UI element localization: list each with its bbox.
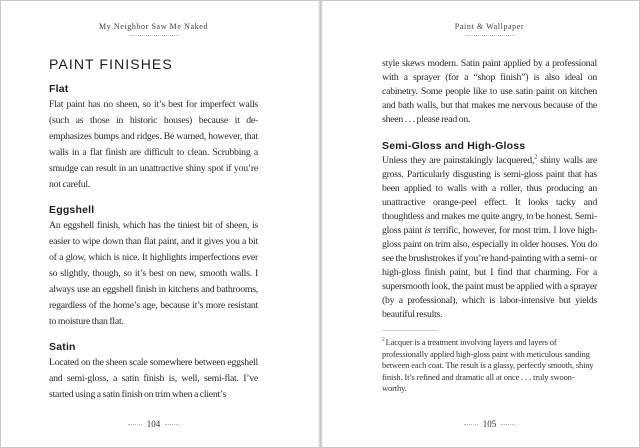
running-head-right: Paint & Wallpaper: [454, 22, 525, 31]
page-number-ornament: [165, 424, 179, 425]
section-body-eggshell: An eggshell finish, which has the tiniest bit of sheen, is easier to wipe down than flat paint, and it gives you a bit of a glow, which is nice. It highlights imperfections ever so slightly, though, so it’s best on new, smooth walls. I always use an eggshell finish in kitchens and bathrooms, regardless of the home’s age, because it’s more resistant to moisture than flat.: [49, 220, 258, 327]
page-number-right: 105: [382, 419, 597, 429]
chapter-title: PAINT FINISHES: [49, 56, 173, 72]
page-left: [1, 1, 320, 447]
page-number-ornament: [128, 424, 142, 425]
footnote-text: Lacquer is a treatment involving layers and layers of professionally applied high-gloss paint with meticulous sanding between each coat. The result is a glassy, perfectly smooth, shiny finish. It’s refined and dramatic all at once . . . truly swoon-worthy.: [382, 337, 594, 393]
section-heading-eggshell: Eggshell: [49, 204, 95, 216]
footnote-marker: 2: [382, 337, 385, 344]
section-heading-flat: Flat: [49, 83, 69, 95]
section-body-satin: Located on the sheen scale somewhere between eggshell and semi-gloss, a satin finish is, well, semi-flat. I’ve started using a satin finish on trim when a client’s: [49, 357, 258, 400]
section-heading-semi-gloss: Semi-Gloss and High-Gloss: [382, 140, 526, 152]
running-head-left: My Neighbor Saw Me Naked: [98, 22, 209, 31]
section-body-semi-gloss: Unless they are painstakingly lacquered,$^2$ shiny walls are gross. Particularly disgusting is semi-gloss paint that has been applied to walls with a roller, thus producing an unattractive orange-peel effect. It looks tacky and thoughtless and makes me quite angry, to be honest. Semi-gloss paint is terrific, however, for most trim. I love high-gloss paint on trim also, especially in older houses. You do see the brushstrokes if you’re hand-painting with a semi- or high-gloss finish paint, but I find that charming. For a supersmooth look, the paint must be applied with a sprayer (by a professional), which is labor-intensive but yields beautiful results.: [382, 153, 598, 320]
page-number-ornament: [501, 424, 515, 425]
page-right: [320, 1, 639, 447]
section-body-flat: Flat paint has no sheen, so it’s best for imperfect walls (such as those in historic houses) because it de-emphasizes bumps and ridges. Be warned, however, that walls in a flat finish are difficult to clean. Scrubbing a smudge can result in an unattractive shiny spot if you’re not careful.: [49, 99, 258, 190]
footnote-divider: [382, 330, 438, 331]
footnote: [382, 337, 597, 395]
page-number-left: 104: [49, 419, 258, 429]
satin-continuation-paragraph: style skews modern. Satin paint applied by a professional with a sprayer (for a “shop finish”) is also ideal on cabinetry. Some people like to use satin paint on kitchen and bath walls, but that makes me nervous because of the sheen . . . please read on.: [382, 58, 597, 125]
section-heading-satin: Satin: [49, 341, 76, 353]
page-number-ornament: [464, 424, 478, 425]
header-ornament-rule: [465, 35, 515, 36]
header-ornament-rule: [129, 35, 179, 36]
page-gutter: [318, 1, 323, 447]
